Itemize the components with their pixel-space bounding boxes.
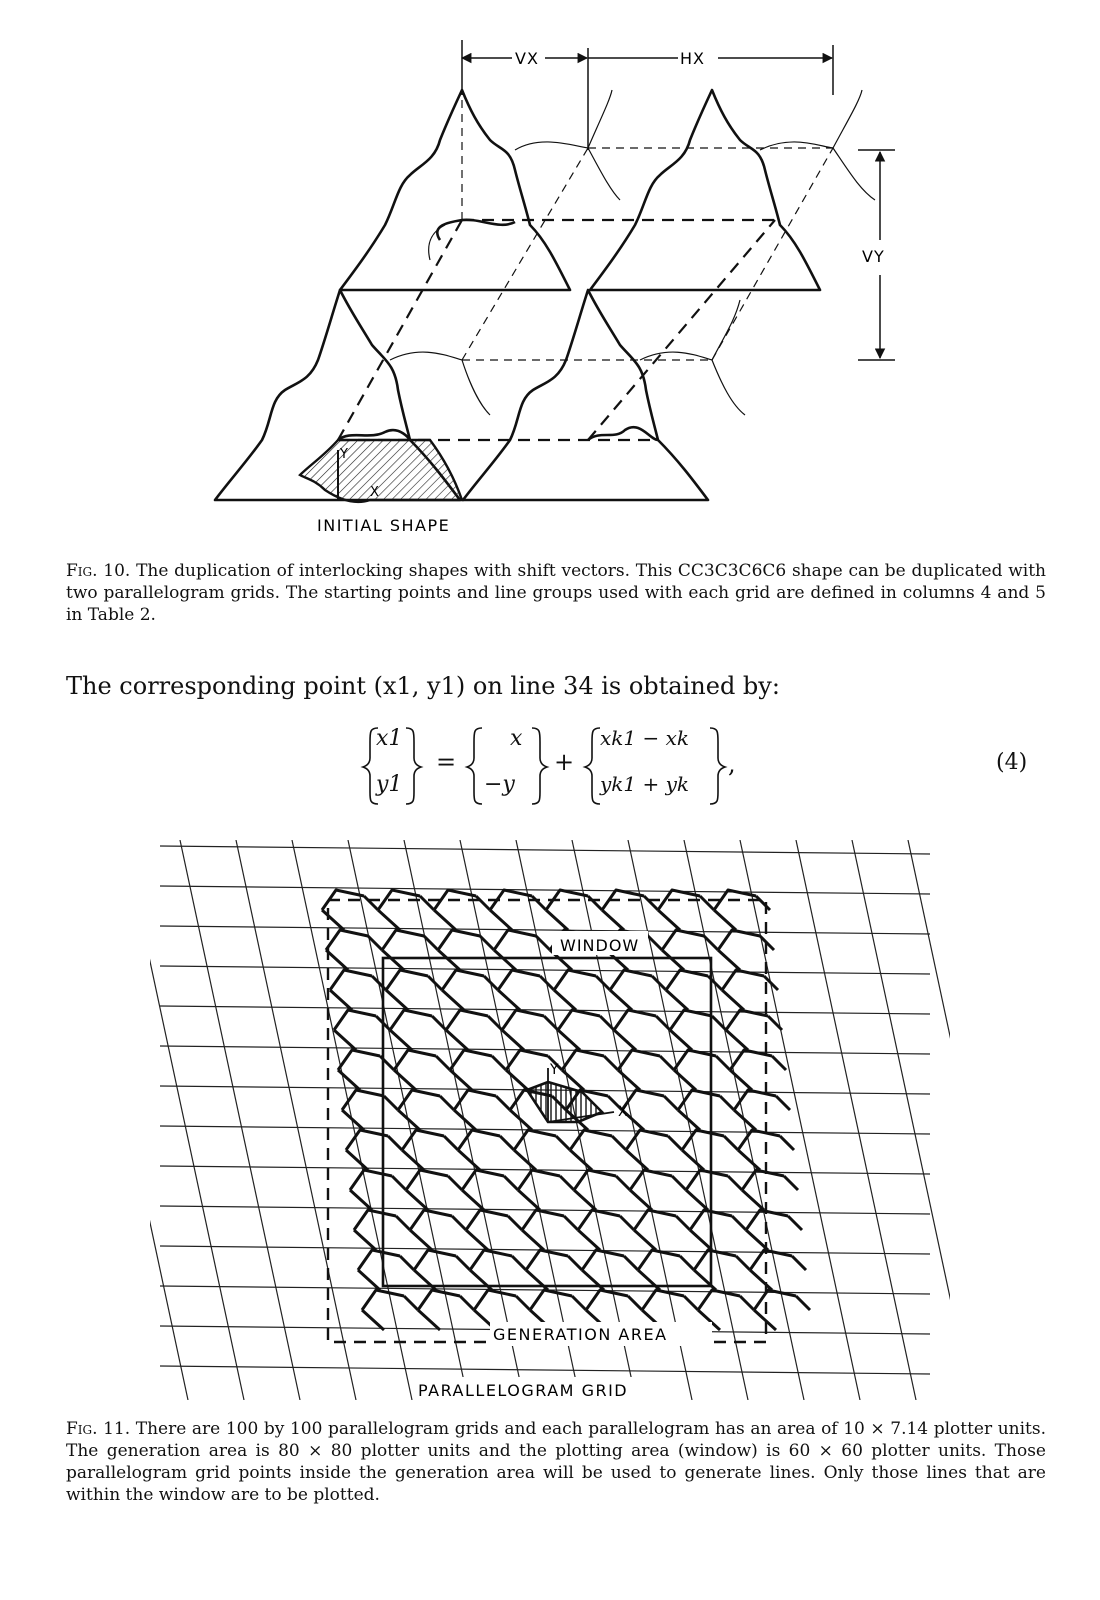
hexagon-cell bbox=[582, 1250, 638, 1290]
dimension-lines bbox=[462, 40, 895, 360]
hexagon-cell bbox=[338, 1050, 394, 1090]
parallelogram-grid-thin-dashed bbox=[462, 95, 833, 360]
eq-lhs-top: x1 bbox=[376, 726, 403, 751]
grid-slant-line bbox=[68, 840, 188, 1400]
hexagon-cell bbox=[742, 1170, 798, 1210]
hexagon-cell bbox=[578, 1210, 634, 1250]
label-hx: HX bbox=[680, 49, 705, 68]
hexagon-cell bbox=[414, 1250, 470, 1290]
figure-11-caption bbox=[66, 1418, 1046, 1506]
label-vx: VX bbox=[515, 49, 539, 68]
axis-label-y: Y bbox=[550, 1062, 559, 1078]
hexagon-cell bbox=[630, 1170, 686, 1210]
hexagon-cell bbox=[570, 1130, 626, 1170]
hexagon-cell bbox=[394, 1050, 450, 1090]
hexagon-cell bbox=[358, 1250, 414, 1290]
hexagon-cell bbox=[494, 930, 550, 970]
hexagon-cell bbox=[634, 1210, 690, 1250]
label-vy: VY bbox=[862, 247, 885, 266]
grid-slant-line bbox=[908, 840, 1028, 1400]
figure-10-number: Fig. 10. bbox=[66, 561, 131, 581]
hexagon-cell bbox=[746, 1210, 802, 1250]
figure-10 bbox=[0, 0, 1100, 540]
ghost-shapes bbox=[390, 90, 875, 415]
hexagon-cell bbox=[402, 1130, 458, 1170]
hexagon-cell bbox=[518, 1170, 574, 1210]
hexagon-cell bbox=[514, 1130, 570, 1170]
grid-row-line bbox=[160, 1006, 930, 1014]
hexagon-cell bbox=[450, 1050, 506, 1090]
hexagon-cell bbox=[670, 1010, 726, 1050]
hexagon-cell bbox=[470, 1250, 526, 1290]
hexagon-cell bbox=[382, 930, 438, 970]
label-parallelogram-grid: PARALLELOGRAM GRID bbox=[418, 1381, 629, 1400]
hexagon-cell bbox=[446, 1010, 502, 1050]
eq-plus: + bbox=[554, 748, 575, 776]
hexagon-cell bbox=[406, 1170, 462, 1210]
figure-11-caption-text: There are 100 by 100 parallelogram grids and each parallelogram has an area of 10 × 7.14 plotter units. The generation area is 80 × 80 plotter units and the plotting area (window) is 60 × 60 plotter units. Those parallelogram grid points inside the generation area will be used to generate lines. Only those lines that are within the window are to be plotted. bbox=[66, 1419, 1047, 1505]
hexagon-cell bbox=[662, 930, 718, 970]
grid-row-line bbox=[160, 1046, 930, 1054]
body-paragraph: The corresponding point (x1, y1) on line 34 is obtained by: bbox=[66, 672, 780, 700]
grid-row-line bbox=[160, 846, 930, 854]
hexagon-cell bbox=[614, 1010, 670, 1050]
figure-10-caption bbox=[66, 560, 1046, 626]
hexagon-cell bbox=[350, 1170, 406, 1210]
hexagon-cell bbox=[626, 1130, 682, 1170]
interlocking-shapes bbox=[215, 90, 820, 500]
grid-slant-line bbox=[852, 840, 972, 1400]
label-initial-shape: INITIAL SHAPE bbox=[317, 516, 451, 535]
axis-label-y: Y bbox=[340, 447, 348, 462]
hexagon-cell bbox=[602, 890, 658, 930]
grid-slant-line bbox=[740, 840, 860, 1400]
eq-comma: , bbox=[728, 750, 736, 778]
figure-11 bbox=[0, 820, 1100, 1405]
hexagon-cell bbox=[466, 1210, 522, 1250]
hexagon-cell bbox=[658, 890, 714, 930]
hexagon-cell bbox=[502, 1010, 558, 1050]
hexagon-cell bbox=[438, 930, 494, 970]
hexagon-cell bbox=[522, 1210, 578, 1250]
hexagon-cell bbox=[686, 1170, 742, 1210]
figure-10-caption-text: The duplication of interlocking shapes with shift vectors. This CC3C3C6C6 shape can be duplicated with two parallelogram grids. The starting points and line groups used with each grid are defined in columns 4 and 5 in Table 2. bbox=[66, 561, 1047, 625]
hexagon-cell bbox=[410, 1210, 466, 1250]
eq-m2-top: xk1 − xk bbox=[600, 726, 689, 750]
hexagon-cell bbox=[674, 1050, 730, 1090]
hexagon-cell bbox=[434, 890, 490, 930]
eq-number: (4) bbox=[996, 750, 1028, 775]
hexagon-cell bbox=[690, 1210, 746, 1250]
hexagon-cell bbox=[618, 1050, 674, 1090]
hexagon-cell bbox=[390, 1010, 446, 1050]
parallelogram-grid-dashed bbox=[338, 220, 775, 440]
hexagon-cell bbox=[726, 1010, 782, 1050]
hexagon-cell bbox=[562, 1050, 618, 1090]
eq-m2-bottom: yk1 + yk bbox=[600, 772, 690, 796]
grid-row-line bbox=[160, 1366, 930, 1374]
hexagon-cell bbox=[694, 1250, 750, 1290]
hexagon-cell bbox=[574, 1170, 630, 1210]
axis-label-x: X bbox=[618, 1104, 628, 1120]
hexagon-cell bbox=[322, 890, 378, 930]
hexagon-cell bbox=[334, 1010, 390, 1050]
hexagon-cell bbox=[458, 1130, 514, 1170]
hexagon-cell bbox=[558, 1010, 614, 1050]
eq-m1-top: x bbox=[510, 726, 523, 751]
hexagon-cell bbox=[526, 1250, 582, 1290]
hexagon-cell bbox=[750, 1250, 806, 1290]
hexagon-cell bbox=[730, 1050, 786, 1090]
hexagon-cell bbox=[638, 1250, 694, 1290]
grid-slant-line bbox=[124, 840, 244, 1400]
grid-row-line bbox=[160, 886, 930, 894]
equation-braces bbox=[360, 720, 1080, 810]
eq-m1-bottom: −y bbox=[484, 772, 515, 797]
hexagon-cell bbox=[714, 890, 770, 930]
hexagon-cell bbox=[462, 1170, 518, 1210]
figure-11-number: Fig. 11. bbox=[66, 1419, 131, 1439]
hexagon-cell bbox=[326, 930, 382, 970]
hexagon-cell bbox=[490, 890, 546, 930]
axis-label-x: X bbox=[370, 485, 379, 500]
grid-slant-line bbox=[796, 840, 916, 1400]
eq-lhs-bottom: y1 bbox=[376, 772, 403, 797]
initial-shape-hatched bbox=[300, 440, 462, 502]
label-window: WINDOW bbox=[560, 936, 640, 955]
grid-slant-line bbox=[180, 840, 300, 1400]
grid-slant-line bbox=[964, 840, 1084, 1400]
hexagon-cell bbox=[378, 890, 434, 930]
label-generation-area: GENERATION AREA bbox=[493, 1325, 668, 1344]
hexagon-cell bbox=[546, 890, 602, 930]
equation-4 bbox=[360, 720, 1080, 810]
eq-equals: = bbox=[436, 748, 457, 776]
hexagon-cell bbox=[346, 1130, 402, 1170]
